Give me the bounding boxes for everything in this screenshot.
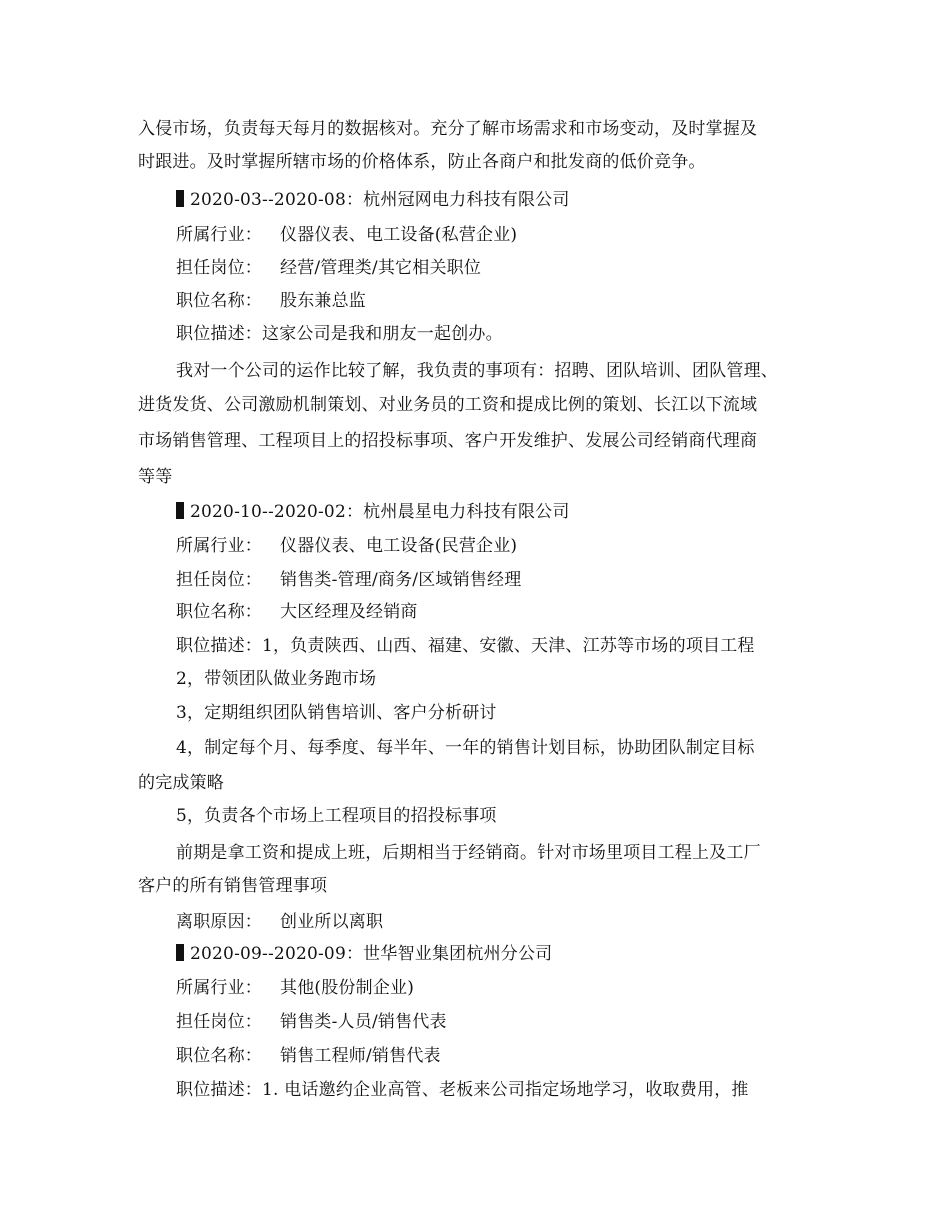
- bullet-marker-icon: [176, 190, 184, 207]
- paragraph-line: 进货发货、公司激励机制策划、对业务员的工资和提成比例的策划、长江以下流域: [138, 395, 758, 415]
- paragraph-line: 前期是拿工资和提成上班，后期相当于经销商。针对市场里项目工程上及工厂: [176, 843, 761, 863]
- paragraph-line: 市场销售管理、工程项目上的招投标事项、客户开发维护、发展公司经销商代理商: [138, 431, 758, 451]
- field-label: 担任岗位：: [176, 570, 262, 590]
- field-label: 担任岗位：: [176, 1012, 262, 1032]
- field-position: [0, 569, 950, 591]
- field-title: [0, 601, 950, 623]
- field-position: [0, 257, 950, 279]
- field-label: 职位名称：: [176, 1046, 262, 1066]
- field-industry: [0, 977, 950, 999]
- bullet-marker-icon: [176, 502, 184, 519]
- paragraph-line: 的完成策略: [138, 773, 224, 793]
- field-value: 大区经理及经销商: [280, 602, 418, 622]
- field-label: 所属行业：: [176, 225, 262, 245]
- field-value: 股东兼总监: [280, 291, 366, 311]
- field-value: 其他(股份制企业): [280, 978, 415, 998]
- paragraph-line: 2，带领团队做业务跑市场: [176, 669, 377, 689]
- job-header-1: [0, 189, 950, 211]
- field-title: [0, 1045, 950, 1067]
- field-label: 职位名称：: [176, 602, 262, 622]
- field-description: 职位描述：1，负责陕西、山西、福建、安徽、天津、江苏等市场的项目工程: [176, 636, 755, 656]
- field-value: 仪器仪表、电工设备(私营企业): [280, 225, 518, 245]
- field-value: 销售工程师/销售代表: [280, 1046, 441, 1066]
- field-value: 仪器仪表、电工设备(民营企业): [280, 536, 518, 556]
- field-value: 经营/管理类/其它相关职位: [280, 258, 482, 278]
- field-industry: [0, 535, 950, 557]
- field-description: 职位描述：1. 电话邀约企业高管、老板来公司指定场地学习，收取费用，推: [176, 1080, 749, 1100]
- paragraph-line: 客户的所有销售管理事项: [138, 876, 328, 896]
- field-description: 职位描述：这家公司是我和朋友一起创办。: [176, 324, 503, 344]
- paragraph-line: 3，定期组织团队销售培训、客户分析研讨: [176, 703, 497, 723]
- field-label: 担任岗位：: [176, 258, 262, 278]
- field-leave-reason: [0, 911, 950, 933]
- job-header-2: [0, 501, 950, 523]
- field-label: 职位名称：: [176, 291, 262, 311]
- field-label: 所属行业：: [176, 978, 262, 998]
- job-period-company: 2020-03--2020-08：杭州冠网电力科技有限公司: [190, 190, 570, 210]
- paragraph-line: 入侵市场，负责每天每月的数据核对。充分了解市场需求和市场变动，及时掌握及: [138, 119, 758, 139]
- paragraph-line: 时跟进。及时掌握所辖市场的价格体系，防止各商户和批发商的低价竞争。: [138, 152, 706, 172]
- field-value: 创业所以离职: [280, 912, 384, 932]
- field-title: [0, 290, 950, 312]
- field-position: [0, 1011, 950, 1033]
- job-header-3: [0, 943, 950, 965]
- paragraph-line: 4，制定每个月、每季度、每半年、一年的销售计划目标，协助团队制定目标: [176, 738, 755, 758]
- bullet-marker-icon: [176, 944, 184, 961]
- field-label: 所属行业：: [176, 536, 262, 556]
- paragraph-line: 5，负责各个市场上工程项目的招投标事项: [176, 806, 497, 826]
- paragraph-line: 等等: [138, 467, 173, 487]
- field-industry: [0, 224, 950, 246]
- field-value: 销售类-人员/销售代表: [280, 1012, 447, 1032]
- job-period-company: 2020-10--2020-02：杭州晨星电力科技有限公司: [190, 502, 570, 522]
- job-period-company: 2020-09--2020-09：世华智业集团杭州分公司: [190, 944, 553, 964]
- field-label: 离职原因：: [176, 912, 262, 932]
- field-value: 销售类-管理/商务/区域销售经理: [280, 570, 522, 590]
- paragraph-line: 我对一个公司的运作比较了解，我负责的事项有：招聘、团队培训、团队管理、: [176, 361, 778, 381]
